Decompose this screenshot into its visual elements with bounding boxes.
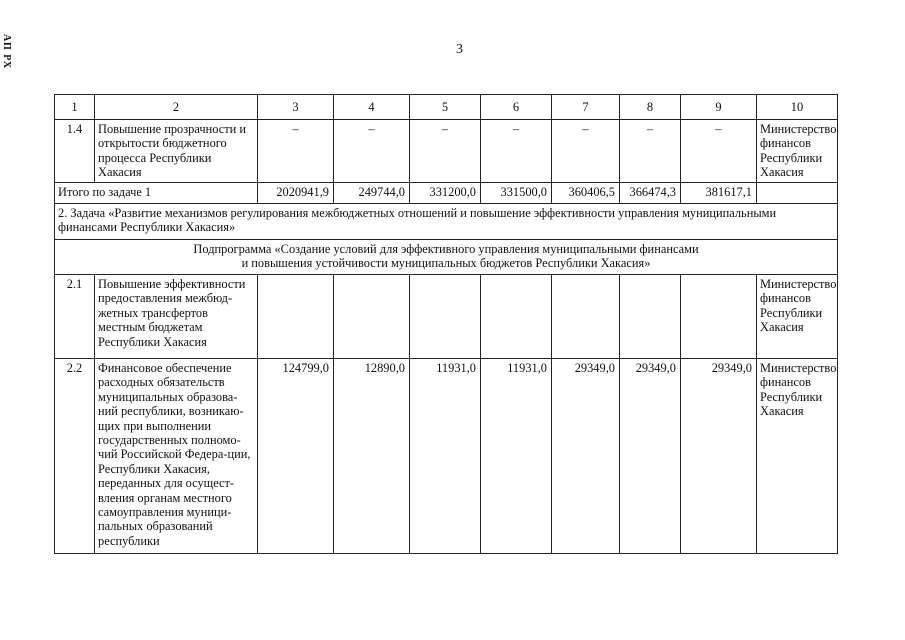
page-number: 3 (456, 42, 463, 57)
value-cell: 381617,1 (681, 183, 757, 204)
value-cell: 366474,3 (620, 183, 681, 204)
value-cell: 2020941,9 (258, 183, 334, 204)
row-number: 1.4 (55, 120, 95, 183)
header-cell: 5 (410, 95, 481, 120)
row-name: Повышение эффективности предоставления межбюд-жетных трансфертов местным бюджетам Республики Хакасия (95, 275, 258, 359)
value-cell: – (620, 120, 681, 183)
executor-cell: Министерство финансов Республики Хакасия (757, 120, 838, 183)
row-name: Повышение прозрачности и открытости бюджетного процесса Республики Хакасия (95, 120, 258, 183)
budget-table (54, 94, 838, 554)
table-row (55, 120, 838, 183)
value-cell: 11931,0 (481, 359, 552, 554)
value-cell: 249744,0 (334, 183, 410, 204)
value-cell: – (258, 120, 334, 183)
header-cell: 6 (481, 95, 552, 120)
header-cell: 2 (95, 95, 258, 120)
table-row (55, 275, 838, 359)
task-heading-row (55, 204, 838, 240)
value-cell: 11931,0 (410, 359, 481, 554)
header-cell: 7 (552, 95, 620, 120)
value-cell: 360406,5 (552, 183, 620, 204)
row-name: Финансовое обеспечение расходных обязательств муниципальных образова-ний республики, возникаю-щих при выполнении государственных полномо-чий Российской Федера-ции, Республики Хакасия, переданных для осущест-вления органам местного самоуправления муници-пальных образований республики (95, 359, 258, 554)
value-cell: – (481, 120, 552, 183)
task-heading: 2. Задача «Развитие механизмов регулирования межбюджетных отношений и повышение эффективности управления муниципальными финансами Республики Хакасия» (55, 204, 838, 240)
value-cell: 331200,0 (410, 183, 481, 204)
subprogram-heading (55, 240, 838, 275)
value-cell: 331500,0 (481, 183, 552, 204)
value-cell (334, 275, 410, 359)
side-mark: АП РХ (1, 34, 12, 70)
header-cell: 4 (334, 95, 410, 120)
value-cell: 124799,0 (258, 359, 334, 554)
header-cell: 3 (258, 95, 334, 120)
subprogram-line: и повышения устойчивости муниципальных бюджетов Республики Хакасия» (241, 256, 651, 271)
executor-cell (757, 183, 838, 204)
row-number: 2.2 (55, 359, 95, 554)
value-cell: 12890,0 (334, 359, 410, 554)
total-label: Итого по задаче 1 (55, 183, 258, 204)
value-cell: – (681, 120, 757, 183)
table-row (55, 359, 838, 554)
row-number: 2.1 (55, 275, 95, 359)
value-cell (481, 275, 552, 359)
value-cell: – (552, 120, 620, 183)
subprogram-line: Подпрограмма «Создание условий для эффективного управления муниципальными финансами (193, 242, 699, 256)
executor-cell: Министерство финансов Республики Хакасия (757, 359, 838, 554)
subprogram-row (55, 240, 838, 275)
header-cell: 8 (620, 95, 681, 120)
total-row (55, 183, 838, 204)
value-cell (552, 275, 620, 359)
header-row (55, 95, 838, 120)
header-cell: 9 (681, 95, 757, 120)
value-cell: – (410, 120, 481, 183)
value-cell (681, 275, 757, 359)
executor-cell: Министерство финансов Республики Хакасия (757, 275, 838, 359)
value-cell: 29349,0 (620, 359, 681, 554)
value-cell: 29349,0 (552, 359, 620, 554)
value-cell (258, 275, 334, 359)
header-cell: 1 (55, 95, 95, 120)
value-cell (620, 275, 681, 359)
value-cell: – (334, 120, 410, 183)
value-cell: 29349,0 (681, 359, 757, 554)
value-cell (410, 275, 481, 359)
header-cell: 10 (757, 95, 838, 120)
